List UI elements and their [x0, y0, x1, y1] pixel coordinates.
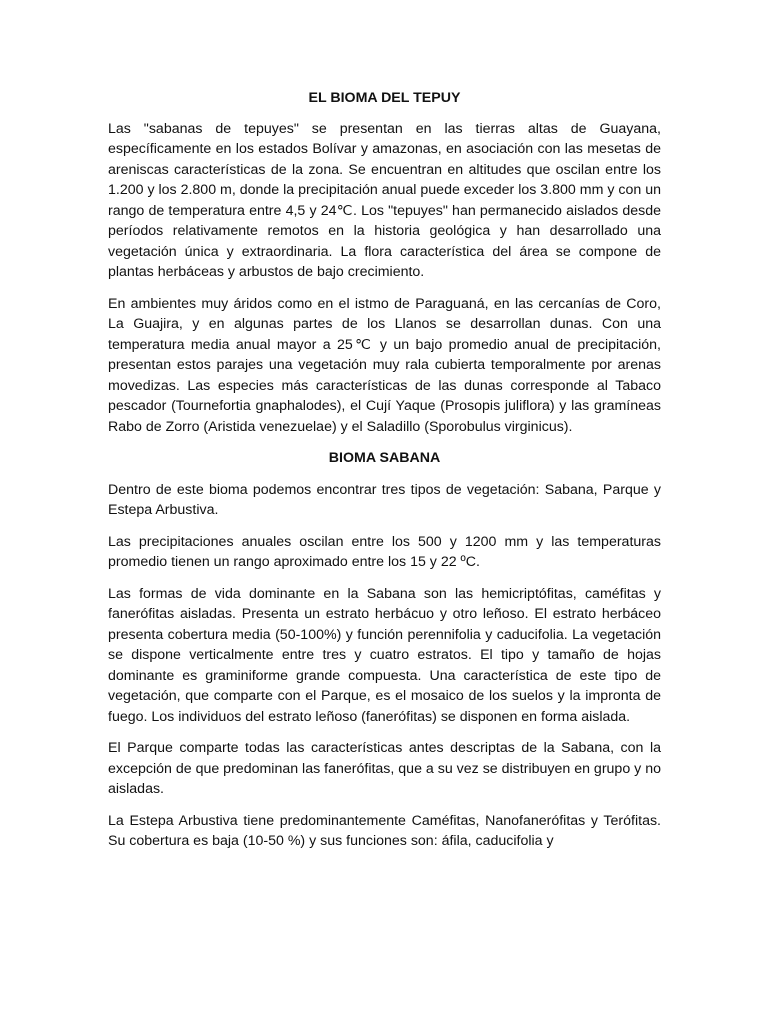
section-title-sabana: BIOMA SABANA — [328, 450, 441, 466]
paragraph-tepuy-1: Las "sabanas de tepuyes" se presentan en las tierras altas de Guayana, específicamente en los estados Bolívar y amazonas, en asociación con las mesetas de areniscas características de la zona. Se encuentran en altitudes que oscilan entre los 1.200 y los 2.800 m, donde la precipitación anual puede exceder los 3.800 mm y con un rango de temperatura entre 4,5 y 24℃. Los "tepuyes" han permanecido aislados desde períodos relativamente remotos en la historia geológica y han desarrollado una vegetación única y extraordinaria. La flora característica del área se compone de plantas herbáceas y arbustos de bajo crecimiento. — [108, 120, 661, 280]
paragraph-sabana-5: La Estepa Arbustiva tiene predominantemente Caméfitas, Nanofanerófitas y Terófitas. Su cobertura es baja (10-50 %) y sus funciones son: áfila, caducifolia y — [108, 812, 661, 849]
paragraph-tepuy-2: En ambientes muy áridos como en el istmo de Paraguaná, en las cercanías de Coro, La Guajira, y en algunas partes de los Llanos se desarrollan dunas. Con una temperatura media anual mayor a 25℃ y un bajo promedio anual de precipitación, presentan estos parajes una vegetación muy rala cubierta temporalmente por arenas movedizas. Las especies más características de las dunas corresponde al Tabaco pescador (Tournefortia gnaphalodes), el Cují Yaque (Prosopis juliflora) y las gramíneas Rabo de Zorro (Aristida venezuelae) y el Saladillo (Sporobulus virginicus). — [108, 295, 661, 435]
document-page — [108, 84, 661, 863]
paragraph-sabana-4: El Parque comparte todas las características antes descriptas de la Sabana, con la excepción de que predominan las fanerófitas, que a su vez se distribuyen en grupo y no aisladas. — [108, 740, 661, 797]
section-title-tepuy: EL BIOMA DEL TEPUY — [308, 90, 461, 106]
paragraph-sabana-1: Dentro de este bioma podemos encontrar tres tipos de vegetación: Sabana, Parque y Estepa Arbustiva. — [108, 481, 661, 518]
paragraph-sabana-3: Las formas de vida dominante en la Sabana son las hemicriptófitas, caméfitas y fanerófitas aisladas. Presenta un estrato herbácuo y otro leñoso. El estrato herbáceo presenta cobertura media (50-100%) y función perennifolia y caducifolia. La vegetación se dispone verticalmente entre tres y cuatro estratos. El tipo y tamaño de hojas dominante es graminiforme grande compuesta. Una característica de este tipo de vegetación, que comparte con el Parque, es el mosaico de los suelos y la impronta de fuego. Los individuos del estrato leñoso (fanerófitas) se disponen en forma aislada. — [108, 585, 661, 725]
paragraph-sabana-2: Las precipitaciones anuales oscilan entre los 500 y 1200 mm y las temperaturas promedio tienen un rango aproximado entre los 15 y 22 ºC. — [108, 533, 661, 570]
